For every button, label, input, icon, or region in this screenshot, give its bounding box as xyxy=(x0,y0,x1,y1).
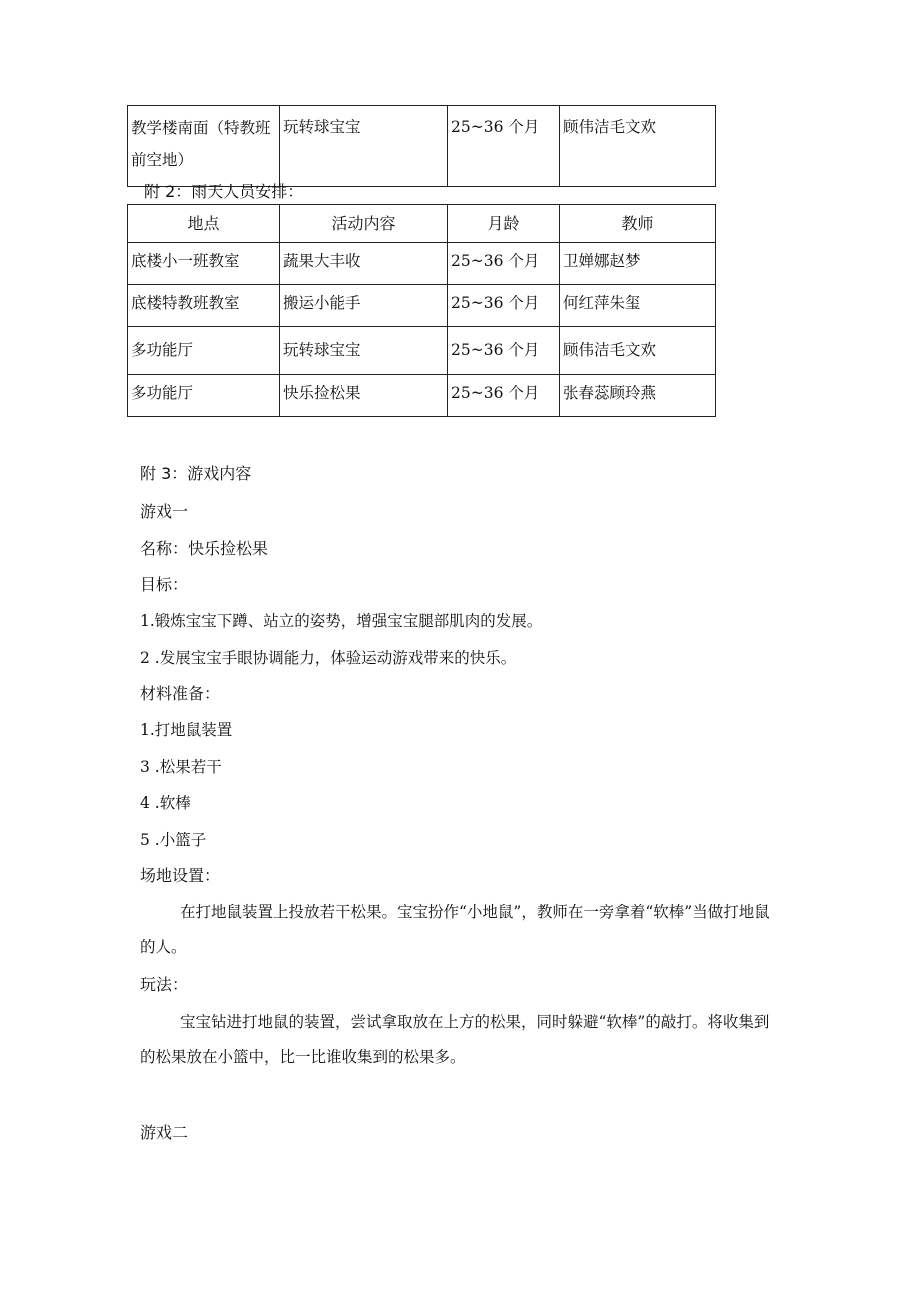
header-age: 月龄 xyxy=(448,205,560,243)
table-cell: 张春蕊顾玲燕 xyxy=(560,375,716,417)
material-item: 1.打地鼠装置 xyxy=(140,721,233,739)
venue-paragraph: 在打地鼠装置上投放若干松果。宝宝扮作“小地鼠”，教师在一旁拿着“软棒”当做打地鼠的人。 xyxy=(140,903,770,956)
table-cell: 多功能厅 xyxy=(128,327,280,375)
rainy-day-table xyxy=(127,204,716,417)
header-activity: 活动内容 xyxy=(280,205,448,243)
table-cell: 25~36 个月 xyxy=(448,106,560,187)
table-cell: 顾伟洁毛文欢 xyxy=(560,327,716,375)
table-cell: 底楼特教班教室 xyxy=(128,285,280,327)
table-cell: 蔬果大丰收 xyxy=(280,243,448,285)
rainy-day-caption: 附 2：雨天人员安排： xyxy=(144,182,304,201)
table-cell: 多功能厅 xyxy=(128,375,280,417)
table-row xyxy=(128,285,716,327)
appendix3-title: 附 3：游戏内容 xyxy=(140,464,252,483)
header-location: 地点 xyxy=(128,205,280,243)
table-cell: 顾伟洁毛文欢 xyxy=(560,106,716,187)
goal-item: 1.锻炼宝宝下蹲、站立的姿势，增强宝宝腿部肌肉的发展。 xyxy=(140,612,543,630)
venue-heading: 场地设置： xyxy=(140,866,221,885)
table-cell: 25~36 个月 xyxy=(448,285,560,327)
header-teacher: 教师 xyxy=(560,205,716,243)
table-cell: 教学楼南面（特教班前空地） xyxy=(128,106,280,187)
goal-heading: 目标： xyxy=(140,575,189,594)
table-cell: 何红萍朱玺 xyxy=(560,285,716,327)
materials-heading: 材料准备： xyxy=(140,684,221,703)
game2-title: 游戏二 xyxy=(140,1123,189,1142)
table-cell: 快乐捡松果 xyxy=(280,375,448,417)
table-cell: 底楼小一班教室 xyxy=(128,243,280,285)
game1-title: 游戏一 xyxy=(140,502,189,521)
table-header-row xyxy=(128,205,716,243)
table-cell: 25~36 个月 xyxy=(448,327,560,375)
table-cell: 卫婵娜赵梦 xyxy=(560,243,716,285)
goal-item: 2 .发展宝宝手眼协调能力，体验运动游戏带来的快乐。 xyxy=(140,649,517,667)
table-row xyxy=(128,243,716,285)
play-paragraph: 宝宝钻进打地鼠的装置，尝试拿取放在上方的松果，同时躲避“软棒”的敲打。将收集到的松果放在小篮中，比一比谁收集到的松果多。 xyxy=(140,1013,770,1066)
table-cell: 搬运小能手 xyxy=(280,285,448,327)
table-cell: 玩转球宝宝 xyxy=(280,106,448,187)
material-item: 5 .小篮子 xyxy=(140,831,207,849)
play-heading: 玩法： xyxy=(140,975,189,994)
table-row xyxy=(128,106,716,187)
table-cell: 25~36 个月 xyxy=(448,375,560,417)
outdoor-schedule-table xyxy=(127,105,716,187)
game-name: 名称：快乐捡松果 xyxy=(140,539,269,558)
table-cell: 25~36 个月 xyxy=(448,243,560,285)
table-row xyxy=(128,327,716,375)
table-cell: 玩转球宝宝 xyxy=(280,327,448,375)
material-item: 3 .松果若干 xyxy=(140,758,222,776)
table-row xyxy=(128,375,716,417)
material-item: 4 .软棒 xyxy=(140,794,191,812)
